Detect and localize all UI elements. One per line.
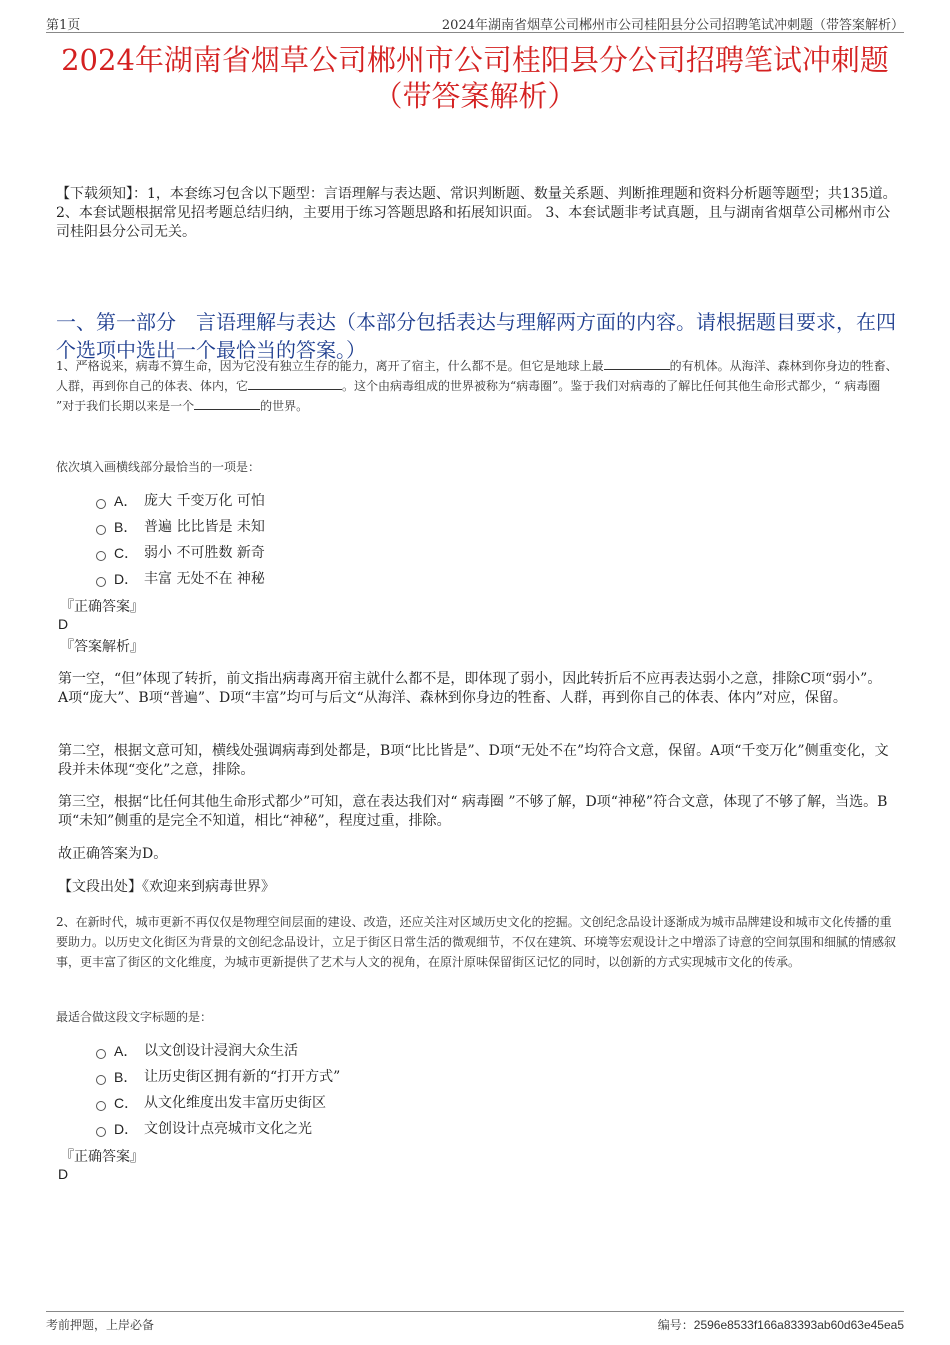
q2-prompt: 最适合做这段文字标题的是： (56, 1010, 213, 1024)
download-notice: 【下载须知】：1，本套练习包含以下题型：言语理解与表达题、常识判断题、数量关系题、判断推理题和资料分析题等题型；共135道。 2、本套试题根据常见招考题总结归纳，主要用于练习答题思路和拓展知识面。 3、本套试题非考试真题，且与湖南省烟草公司郴州市公司桂阳县分公司无关。 (56, 186, 897, 240)
footer-slogan: 考前押题，上岸必备 (46, 1318, 155, 1332)
document-title: 2024年湖南省烟草公司郴州市公司桂阳县分公司招聘笔试冲刺题（带答案解析） (61, 43, 889, 113)
q2-correct-answer: D (58, 1166, 69, 1182)
question-1-text (56, 356, 900, 416)
page-header (46, 10, 904, 33)
section-heading: 一、第一部分 言语理解与表达（本部分包括表达与理解两方面的内容。请根据题目要求，在四个选项中选出一个最恰当的答案。） (56, 310, 896, 362)
q2-option-c[interactable]: C． 从文化维度出发丰富历史街区 (96, 1090, 340, 1116)
blank-1 (604, 357, 670, 370)
q1-analysis-label: 『答案解析』 (60, 639, 144, 655)
blank-2 (248, 377, 342, 390)
radio-icon[interactable] (96, 1075, 106, 1085)
radio-icon[interactable] (96, 577, 106, 587)
q1-option-b[interactable]: B． 普遍 比比皆是 未知 (96, 514, 265, 540)
header-doc-title: 2024年湖南省烟草公司郴州市公司桂阳县分公司招聘笔试冲刺题（带答案解析） (441, 18, 904, 33)
radio-icon[interactable] (96, 1101, 106, 1111)
radio-icon[interactable] (96, 551, 106, 561)
q1-text-b: 的有机体。从海洋、森林到你身边的牲畜、人群，再到你自己的体表、体内，它 (56, 359, 898, 393)
q2-option-b[interactable]: B． 让历史街区拥有新的“打开方式” (96, 1064, 340, 1090)
footer-serial: 编号：2596e8533f166a83393ab60d63e45ea5 (657, 1318, 904, 1332)
radio-icon[interactable] (96, 525, 106, 535)
q1-option-c[interactable]: C． 弱小 不可胜数 新奇 (96, 540, 265, 566)
page-number: 第1页 (46, 18, 81, 33)
q1-options (96, 488, 265, 592)
q2-options (96, 1038, 340, 1142)
question-2-text: 2、在新时代，城市更新不再仅仅是物理空间层面的建设、改造，还应关注对区域历史文化的挖掘。文创纪念品设计逐渐成为城市品牌建设和城市文化传播的重要助力。以历史文化街区为背景的文创纪念品设计，立足于街区日常生活的微观细节，不仅在建筑、环境等宏观设计之中增添了诗意的空间氛围和细腻的情感叙事，更丰富了街区的文化维度，为城市更新提供了艺术与人文的视角，在原汁原味保留街区记忆的同时，以创新的方式实现城市文化的传承。 (56, 915, 897, 969)
page-footer (46, 1311, 904, 1332)
q1-analysis-2: 第二空，根据文意可知，横线处强调病毒到处都是，B项“比比皆是”、D项“无处不在”均符合文意，保留。A项“千变万化”侧重变化，文段并未体现“变化”之意，排除。 (58, 743, 889, 778)
q1-prompt: 依次填入画横线部分最恰当的一项是： (56, 460, 261, 474)
q1-analysis-1: 第一空，“但”体现了转折，前文指出病毒离开宿主就什么都不是，即体现了弱小，因此转折后不应再表达弱小之意，排除C项“弱小”。A项“庞大”、B项“普遍”、D项“丰富”均可与后文“从海洋、森林到你身边的牲畜、人群，再到你自己的体表、体内”对应，保留。 (58, 671, 882, 706)
q2-correct-label: 『正确答案』 (60, 1149, 144, 1165)
blank-3 (194, 397, 260, 410)
q1-correct-label: 『正确答案』 (60, 599, 144, 615)
q1-text-a: 1、严格说来，病毒不算生命，因为它没有独立生存的能力，离开了宿主，什么都不是。但它是地球上最 (56, 359, 604, 373)
q1-text-d: 的世界。 (260, 399, 309, 413)
q1-source: 【文段出处】《欢迎来到病毒世界》 (58, 879, 275, 895)
q1-option-d[interactable]: D． 丰富 无处不在 神秘 (96, 566, 265, 592)
q2-option-a[interactable]: A． 以文创设计浸润大众生活 (96, 1038, 340, 1064)
radio-icon[interactable] (96, 1127, 106, 1137)
q1-text-c: 。这个由病毒组成的世界被称为“病毒圈”。鉴于我们对病毒的了解比任何其他生命形式都少，“ 病毒圈 ”对于我们长期以来是一个 (56, 379, 881, 413)
q1-correct-answer: D (58, 616, 69, 632)
q1-analysis-4: 故正确答案为D。 (58, 846, 168, 862)
q1-analysis-3: 第三空，根据“比任何其他生命形式都少”可知，意在表达我们对“ 病毒圈 ”不够了解，D项“神秘”符合文意，体现了不够了解，当选。B项“未知”侧重的是完全不知道，相比“神秘”，程度过重，排除。 (58, 794, 888, 829)
q2-option-d[interactable]: D． 文创设计点亮城市文化之光 (96, 1116, 340, 1142)
radio-icon[interactable] (96, 499, 106, 509)
q1-option-a[interactable]: A． 庞大 千变万化 可怕 (96, 488, 265, 514)
radio-icon[interactable] (96, 1049, 106, 1059)
